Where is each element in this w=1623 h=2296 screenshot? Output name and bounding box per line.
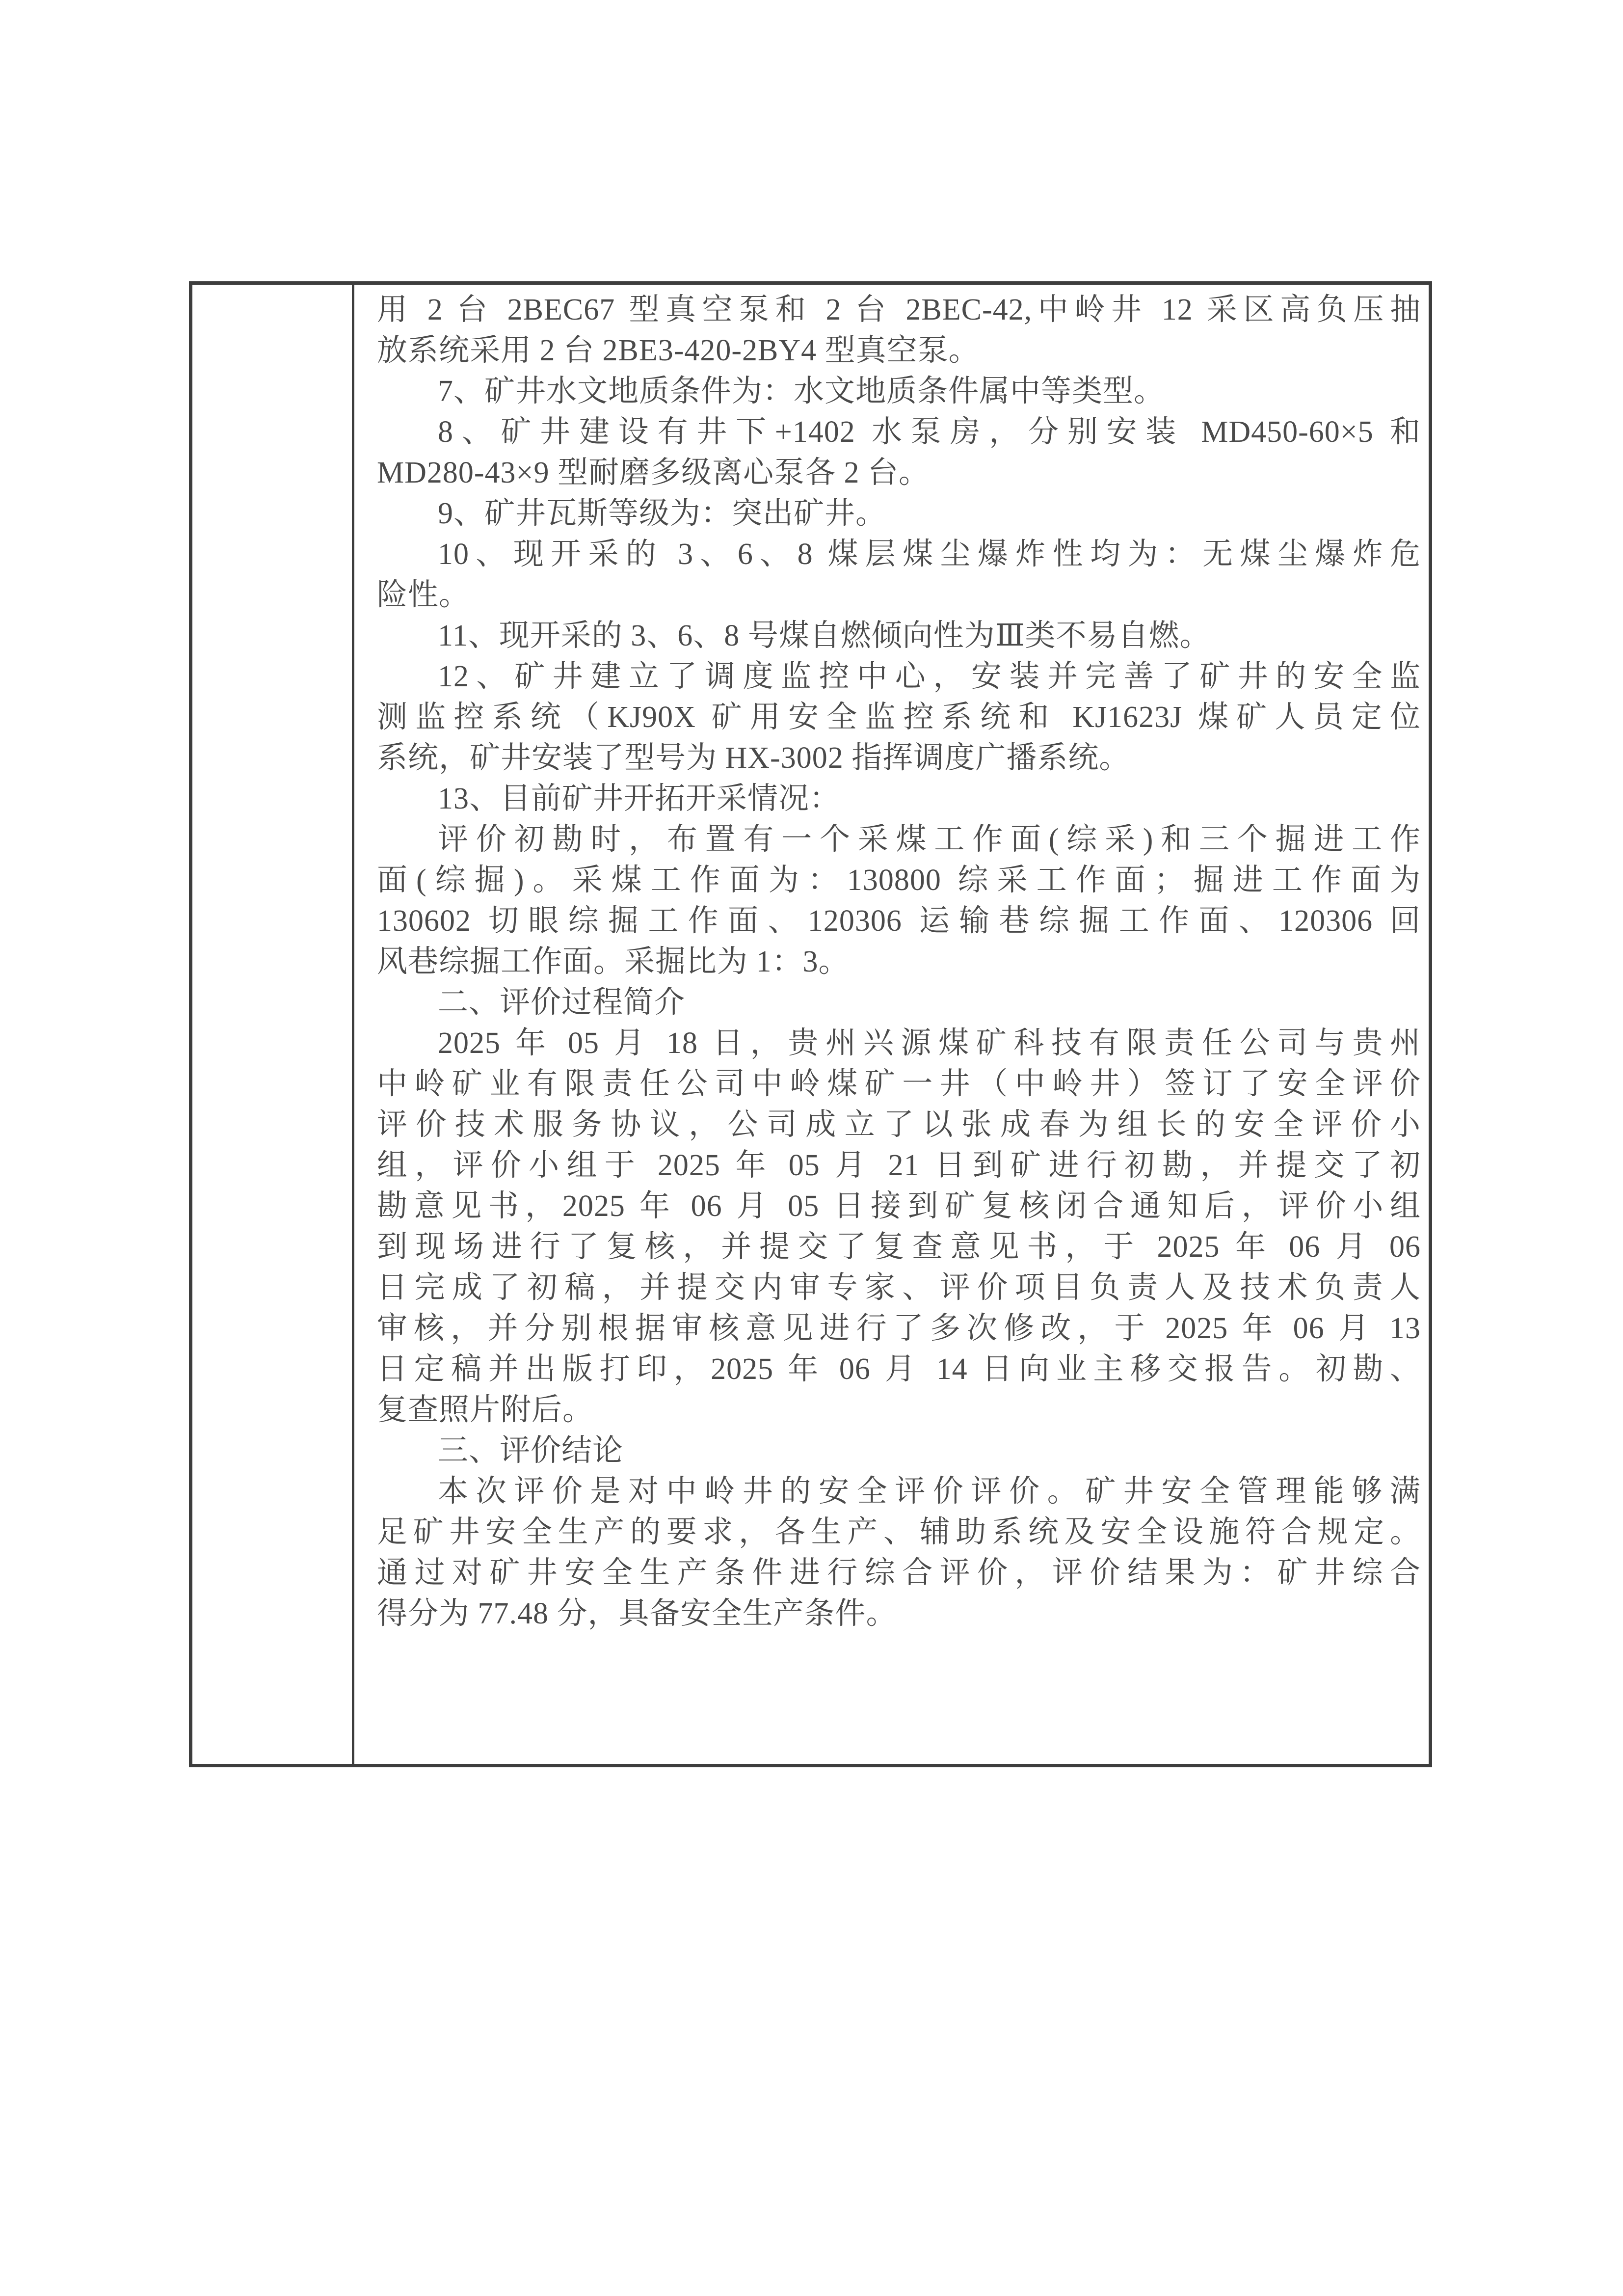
table-content-cell <box>354 285 1429 1764</box>
text-line: 2025 年 05 月 18 日，贵州兴源煤矿科技有限责任公司与贵州 <box>438 1026 1421 1060</box>
text-line: 面(综掘)。采煤工作面为：130800 综采工作面；掘进工作面为 <box>377 864 1421 897</box>
text-line: 通过对矿井安全生产条件进行综合评价，评价结果为：矿井综合 <box>377 1556 1421 1590</box>
text-line: 12、矿井建立了调度监控中心，安装并完善了矿井的安全监 <box>438 660 1421 693</box>
text-line: 风巷综掘工作面。采掘比为 1：3。 <box>377 945 850 978</box>
text-line: 11、现开采的 3、6、8 号煤自燃倾向性为Ⅲ类不易自燃。 <box>438 619 1211 652</box>
text-line: MD280-43×9 型耐磨多级离心泵各 2 台。 <box>377 456 930 489</box>
text-line: 三、评价结论 <box>438 1434 624 1467</box>
text-line: 评价技术服务协议，公司成立了以张成春为组长的安全评价小 <box>377 1108 1421 1141</box>
text-line: 得分为 77.48 分，具备安全生产条件。 <box>377 1597 897 1630</box>
text-line: 日完成了初稿，并提交内审专家、评价项目负责人及技术负责人 <box>377 1271 1421 1304</box>
text-line: 二、评价过程简介 <box>438 986 686 1019</box>
text-line: 放系统采用 2 台 2BE3-420-2BY4 型真空泵。 <box>377 334 980 367</box>
text-line: 中岭矿业有限责任公司中岭煤矿一井（中岭井）签订了安全评价 <box>377 1067 1421 1101</box>
text-line: 10、现开采的 3、6、8 煤层煤尘爆炸性均为：无煤尘爆炸危 <box>438 538 1421 571</box>
text-line: 用 2 台 2BEC67 型真空泵和 2 台 2BEC-42,中岭井 12 采区高负压抽 <box>377 293 1421 326</box>
text-line: 130602 切眼综掘工作面、120306 运输巷综掘工作面、120306 回 <box>377 904 1421 938</box>
text-line: 9、矿井瓦斯等级为：突出矿井。 <box>438 497 887 530</box>
text-line: 组，评价小组于 2025 年 05 月 21 日到矿进行初勘，并提交了初 <box>377 1149 1421 1182</box>
text-line: 到现场进行了复核，并提交了复查意见书，于 2025 年 06 月 06 <box>377 1230 1421 1264</box>
text-line: 险性。 <box>377 578 470 612</box>
text-line: 评价初勘时，布置有一个采煤工作面(综采)和三个掘进工作 <box>438 823 1421 856</box>
text-line: 测监控系统（KJ90X 矿用安全监控系统和 KJ1623J 煤矿人员定位 <box>377 701 1421 734</box>
text-line: 本次评价是对中岭井的安全评价评价。矿井安全管理能够满 <box>438 1475 1421 1508</box>
table-row-label-cell <box>192 285 354 1764</box>
text-line: 系统，矿井安装了型号为 HX-3002 指挥调度广播系统。 <box>377 741 1130 775</box>
text-line: 勘意见书，2025 年 06 月 05 日接到矿复核闭合通知后，评价小组 <box>377 1189 1421 1223</box>
text-line: 13、目前矿井开拓开采情况： <box>438 782 841 815</box>
text-line: 复查照片附后。 <box>377 1393 594 1427</box>
report-table <box>189 281 1432 1767</box>
text-line: 审核，并分别根据审核意见进行了多次修改，于 2025 年 06 月 13 <box>377 1312 1421 1345</box>
text-line: 8、矿井建设有井下+1402 水泵房，分别安装 MD450-60×5 和 <box>438 415 1421 449</box>
text-line: 7、矿井水文地质条件为：水文地质条件属中等类型。 <box>438 375 1165 408</box>
text-line: 足矿井安全生产的要求，各生产、辅助系统及安全设施符合规定。 <box>377 1515 1421 1549</box>
text-line: 日定稿并出版打印，2025 年 06 月 14 日向业主移交报告。初勘、 <box>377 1352 1421 1386</box>
